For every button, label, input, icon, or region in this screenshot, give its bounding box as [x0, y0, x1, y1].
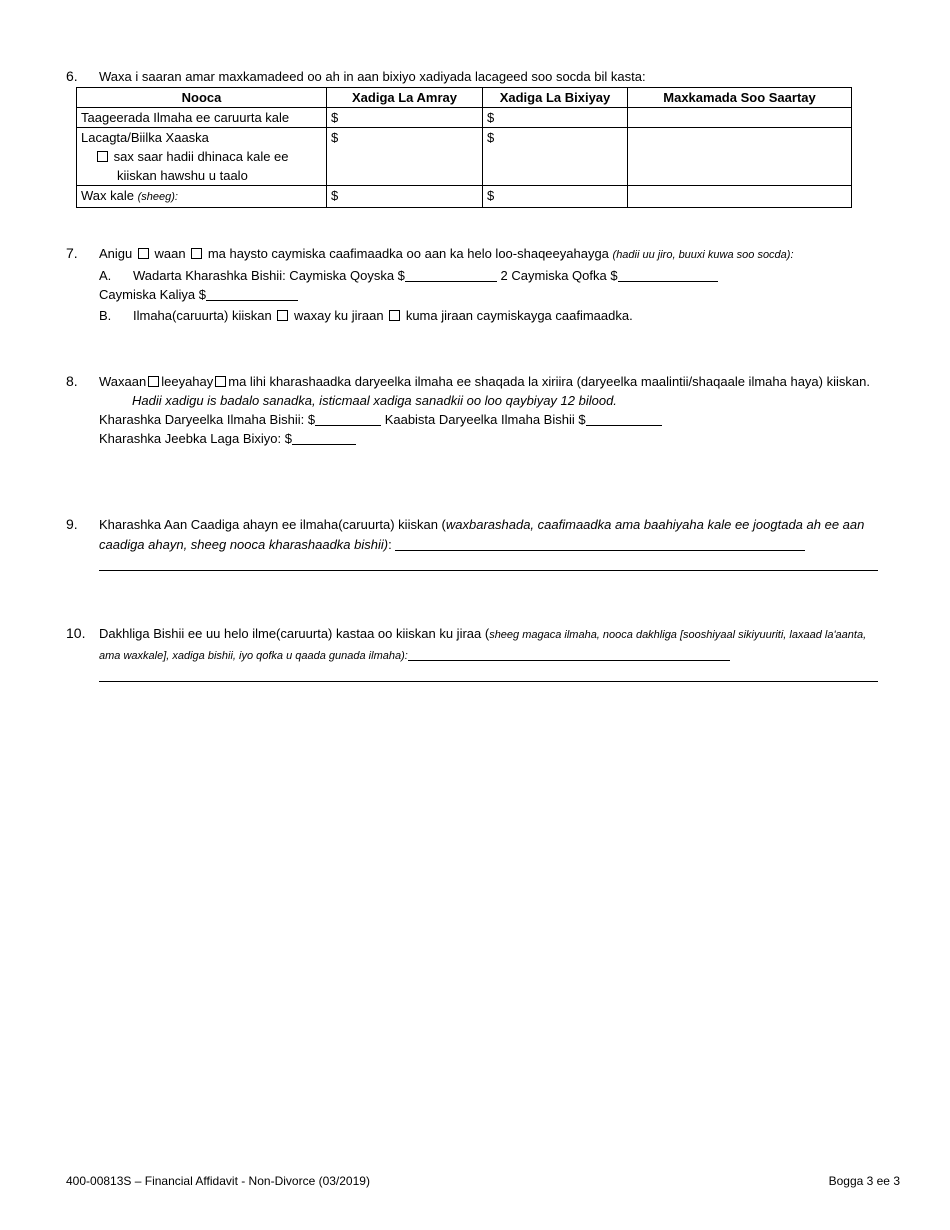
footer-form-id: 400-00813S – Financial Affidavit - Non-Divorce (03/2019) [66, 1174, 370, 1188]
family-insurance-field[interactable] [405, 268, 497, 282]
single-insurance-field[interactable] [206, 287, 298, 301]
row-label: Wax kale [81, 188, 134, 203]
row-other [77, 186, 327, 208]
question-number: 6. [66, 68, 78, 84]
row-child-support: Taageerada Ilmaha ee caruurta kale [77, 108, 327, 128]
dollar-sign: $ [331, 130, 339, 145]
extraordinary-expense-field[interactable] [395, 537, 805, 551]
row-label: kiiskan hawshu u taalo [117, 168, 248, 183]
question-number: 7. [66, 245, 78, 261]
header-ordered: Xadiga La Amray [327, 88, 483, 108]
part-label: A. [99, 268, 112, 283]
dollar-sign: $ [487, 130, 495, 145]
row-label: sax saar hadii dhinaca kale ee [113, 149, 289, 164]
checkbox-not-covered[interactable] [389, 310, 400, 321]
question-9 [66, 515, 886, 571]
checkbox-covered[interactable] [277, 310, 288, 321]
part-a-cont: Caymiska Kaliya $ [99, 285, 886, 304]
header-type: Nooca [77, 88, 327, 108]
question-text: Kharashka Aan Caadiga ahayn ee ilmaha(caruurta) kiiskan (waxbarashada, caafimaadka ama baahiyaha kale ee joogtada ah ee aan caadiga ahayn, sheeg nooca kharashaadka bishii): [99, 517, 865, 552]
individual-insurance-field[interactable] [618, 268, 718, 282]
court-field[interactable] [628, 186, 852, 208]
table-row [77, 186, 852, 208]
monthly-childcare-field[interactable] [315, 412, 381, 426]
paid-amount-field[interactable] [483, 186, 628, 208]
childcare-subsidy-field[interactable] [586, 412, 662, 426]
table-header-row [77, 88, 852, 108]
out-of-pocket-line: Kharashka Jeebka Laga Bixiyo: $ [99, 429, 886, 448]
dollar-sign: $ [487, 110, 495, 125]
question-number: 10. [66, 625, 86, 641]
checkbox-do-not-have[interactable] [215, 376, 226, 387]
part-label: B. [99, 308, 112, 323]
row-label: Lacagta/Biilka Xaaska [81, 130, 209, 145]
header-court: Maxkamada Soo Saartay [628, 88, 852, 108]
question-note: (hadii uu jiro, buuxi kuwa soo socda): [612, 249, 794, 261]
question-number: 9. [66, 516, 78, 532]
table-row [77, 128, 852, 186]
part-b: B. Ilmaha(caruurta) kiiskan waxay ku jiraan kuma jiraan caymiskayga caafimaadka. [99, 308, 633, 323]
question-8 [66, 372, 886, 448]
child-income-field[interactable] [408, 647, 730, 661]
child-income-line-2[interactable] [99, 668, 878, 682]
checkbox-have[interactable] [138, 248, 149, 259]
out-of-pocket-field[interactable] [292, 431, 356, 445]
ordered-amount-field[interactable] [327, 128, 483, 186]
court-field[interactable] [628, 128, 852, 186]
court-field[interactable] [628, 108, 852, 128]
paid-amount-field[interactable] [483, 128, 628, 186]
question-7 [66, 244, 886, 325]
table-row [77, 108, 852, 128]
ordered-amount-field[interactable] [327, 108, 483, 128]
question-6 [66, 67, 886, 208]
question-10 [66, 624, 886, 682]
childcare-line: Kharashka Daryeelka Ilmaha Bishii: $ Kaabista Daryeelka Ilmaha Bishii $ [99, 410, 886, 429]
question-instruction: Hadii xadigu is badalo sanadka, isticmaal xadiga sanadkii oo loo qaybiyay 12 bilood. [132, 393, 617, 408]
court-order-table [76, 87, 852, 208]
question-text: Waxa i saaran amar maxkamadeed oo ah in aan bixiyo xadiyada lacageed soo socda bil kasta: [99, 69, 646, 84]
checkbox-do-not-have[interactable] [191, 248, 202, 259]
question-number: 8. [66, 373, 78, 389]
part-a: A. Wadarta Kharashka Bishii: Caymiska Qoyska $ 2 Caymiska Qofka $ [99, 266, 886, 285]
footer-page-number: Bogga 3 ee 3 [828, 1174, 900, 1188]
dollar-sign: $ [331, 188, 339, 203]
paid-amount-field[interactable] [483, 108, 628, 128]
dollar-sign: $ [331, 110, 339, 125]
header-paid: Xadiga La Bixiyay [483, 88, 628, 108]
dollar-sign: $ [487, 188, 495, 203]
extraordinary-expense-line-2[interactable] [99, 557, 878, 571]
row-spousal-support [77, 128, 327, 186]
question-text: Dakhliga Bishii ee uu helo ilme(caruurta) kastaa oo kiiskan ku jiraa (sheeg magaca ilmaha, nooca dakhliga [sooshiyaal sikiyuuriti, laxaad la'aanta, ama waxkale], xadiga bishii, iyo qofka u qaada gunada ilmaha): [99, 626, 867, 662]
ordered-amount-field[interactable] [327, 186, 483, 208]
question-text: Anigu waan ma haysto caymiska caafimaadka oo aan ka helo loo-shaqeeyahayga (hadii uu jiro, buuxi kuwa soo socda): [99, 246, 794, 261]
row-note: (sheeg): [137, 191, 178, 203]
question-text: Waxaan leeyahay ma lihi kharashaadka daryeelka ilmaha ee shaqada la xiriira (daryeelka maalintii/shaqaale ilmaha haya) kiiskan. [99, 374, 870, 389]
checkbox-have[interactable] [148, 376, 159, 387]
checkbox[interactable] [97, 151, 108, 162]
